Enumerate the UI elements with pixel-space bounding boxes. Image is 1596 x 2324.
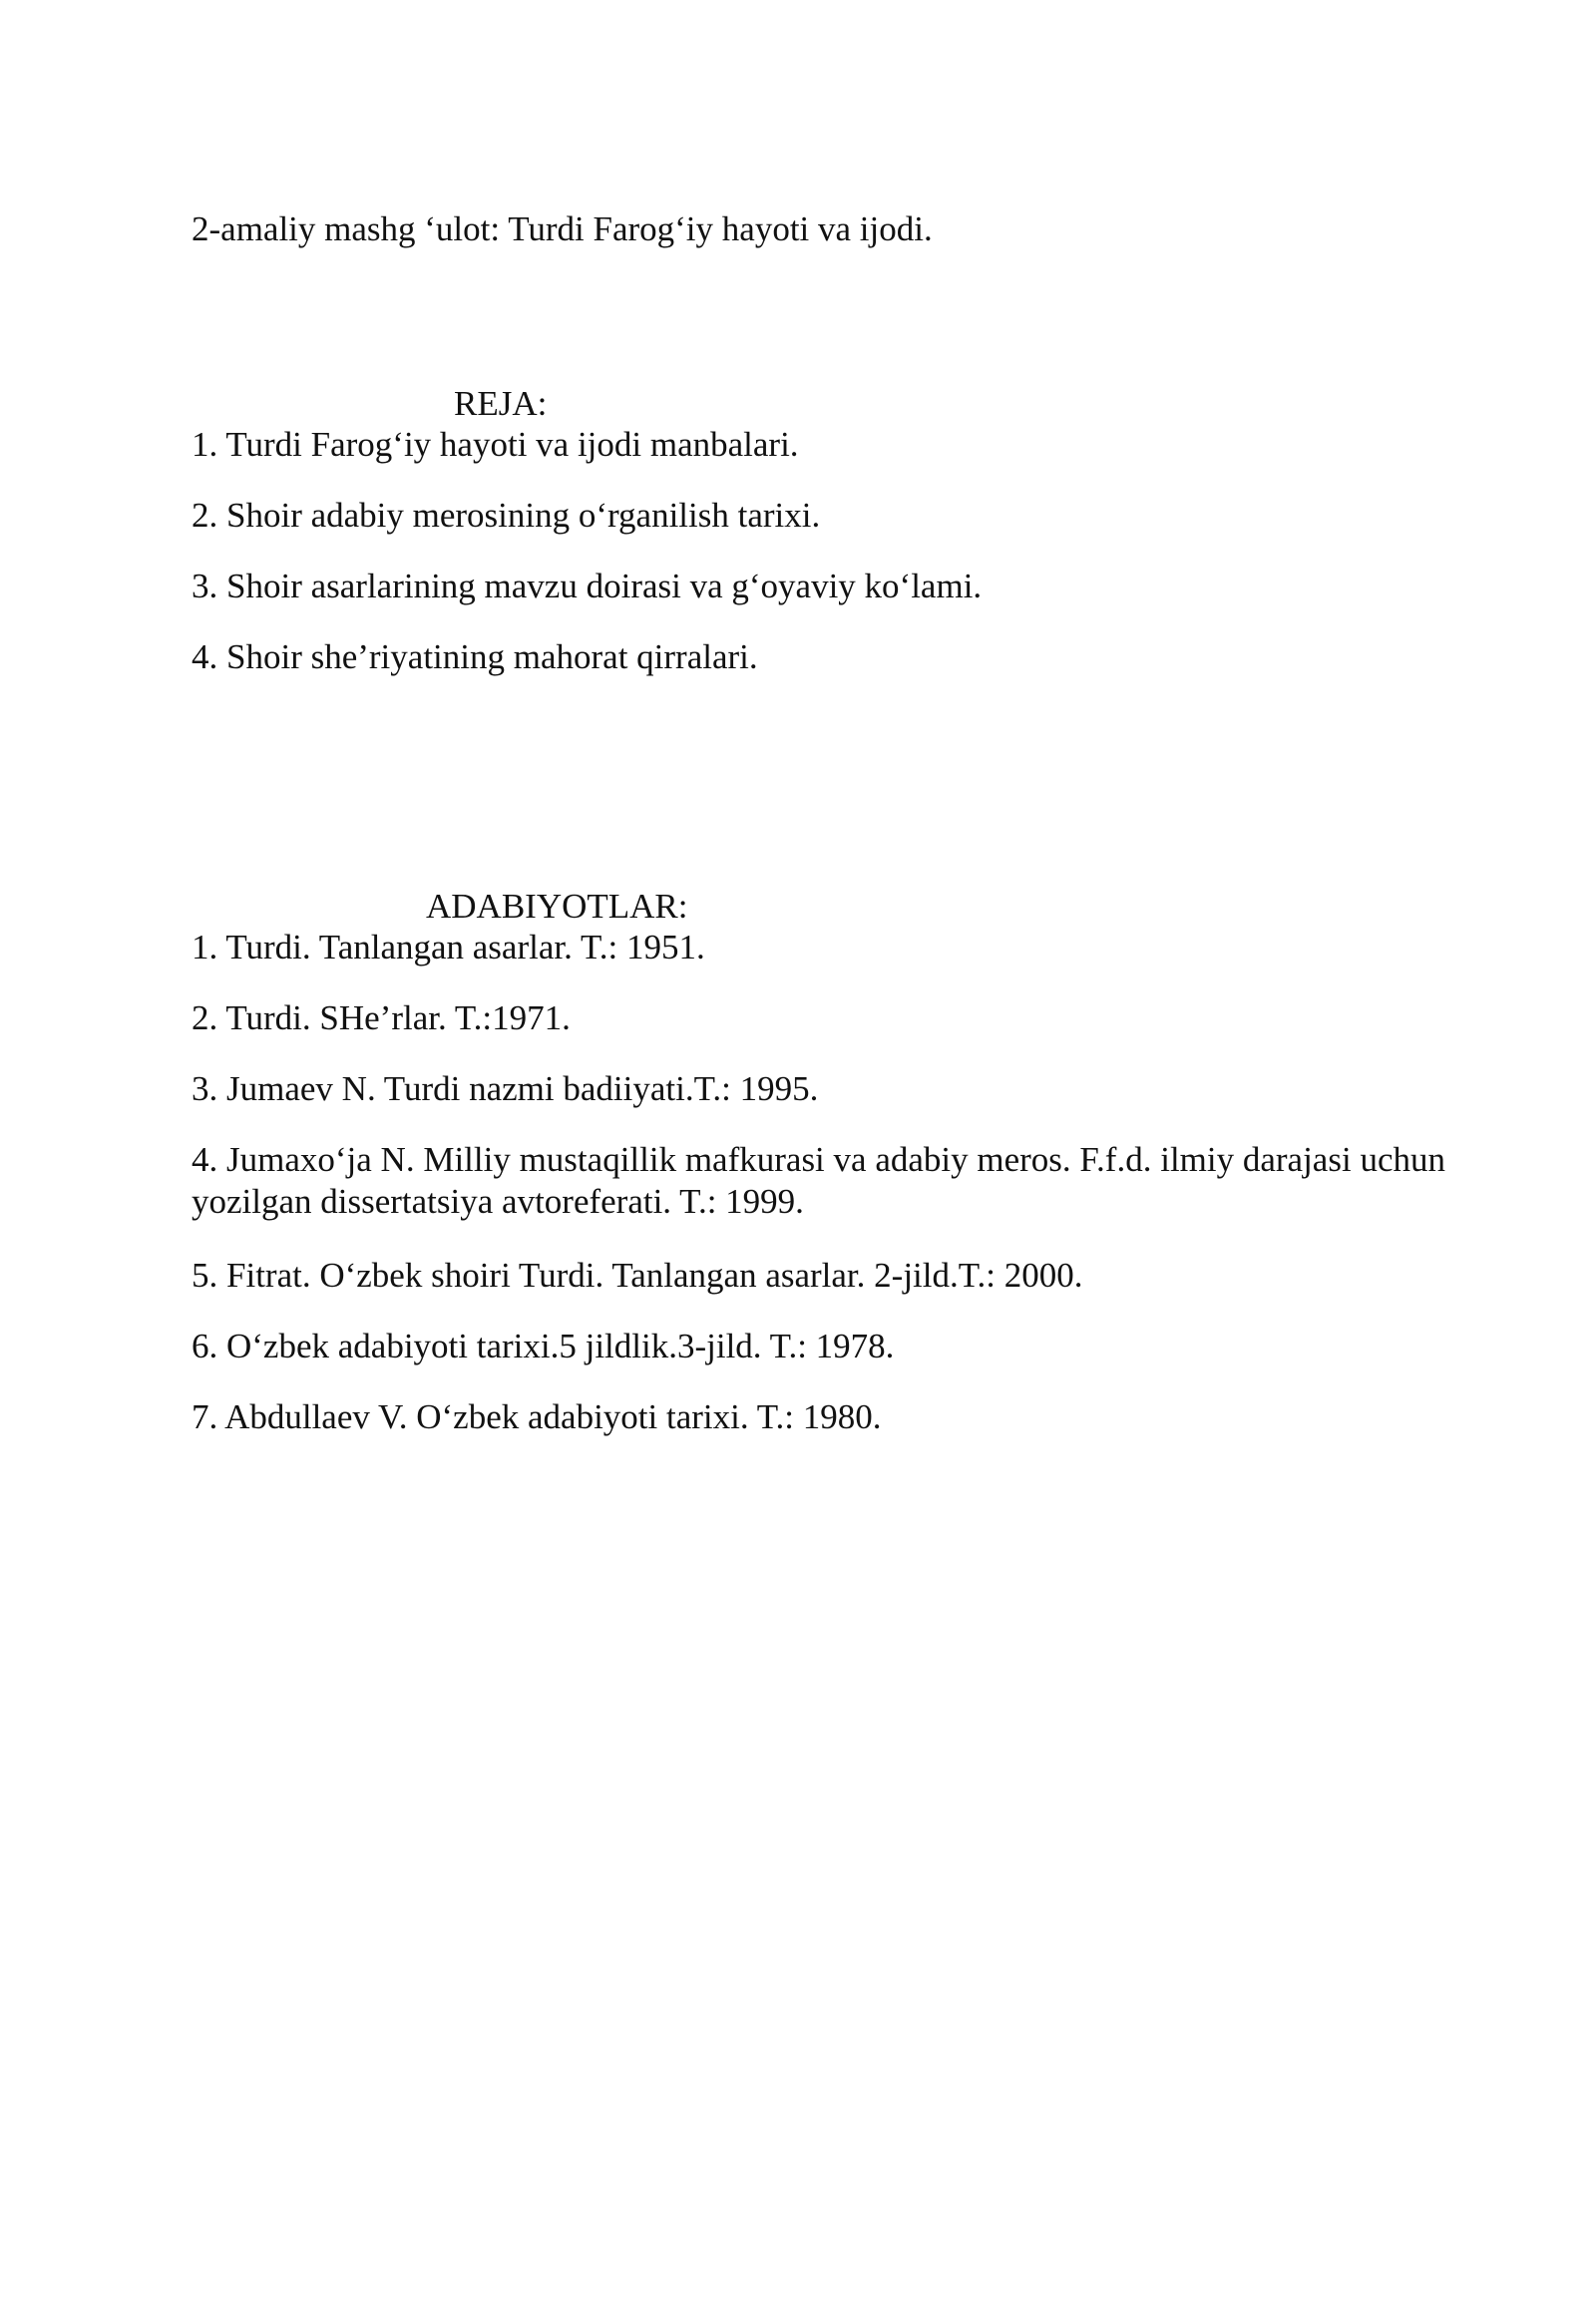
literature-item: 1. Turdi. Tanlangan asarlar. T.: 1951. bbox=[192, 928, 705, 967]
literature-item: 6. O‘zbek adabiyoti tarixi.5 jildlik.3-jild. T.: 1978. bbox=[192, 1327, 895, 1365]
plan-item: 1. Turdi Farog‘iy hayoti va ijodi manbalari. bbox=[192, 425, 799, 464]
document-title: 2-amaliy mashg ‘ulot: Turdi Farog‘iy hayoti va ijodi. bbox=[192, 209, 933, 248]
plan-item: 4. Shoir she’riyatining mahorat qirralari. bbox=[192, 637, 758, 676]
literature-item: 4. Jumaxo‘ja N. Milliy mustaqillik mafkurasi va adabiy meros. F.f.d. ilmiy darajasi uchun yozilgan dissertatsiya avtoreferati. T.: 1999. bbox=[192, 1140, 1445, 1221]
plan-heading: REJA: bbox=[454, 384, 548, 423]
literature-item: 7. Abdullaev V. O‘zbek adabiyoti tarixi. T.: 1980. bbox=[192, 1397, 882, 1436]
literature-heading: ADABIYOTLAR: bbox=[426, 887, 688, 926]
plan-item: 3. Shoir asarlarining mavzu doirasi va g‘oyaviy ko‘lami. bbox=[192, 567, 983, 605]
literature-item: 5. Fitrat. O‘zbek shoiri Turdi. Tanlangan asarlar. 2-jild.T.: 2000. bbox=[192, 1256, 1083, 1295]
literature-item: 3. Jumaev N. Turdi nazmi badiiyati.T.: 1995. bbox=[192, 1069, 819, 1108]
plan-item: 2. Shoir adabiy merosining o‘rganilish tarixi. bbox=[192, 496, 821, 535]
literature-item: 2. Turdi. SHe’rlar. T.:1971. bbox=[192, 998, 571, 1037]
